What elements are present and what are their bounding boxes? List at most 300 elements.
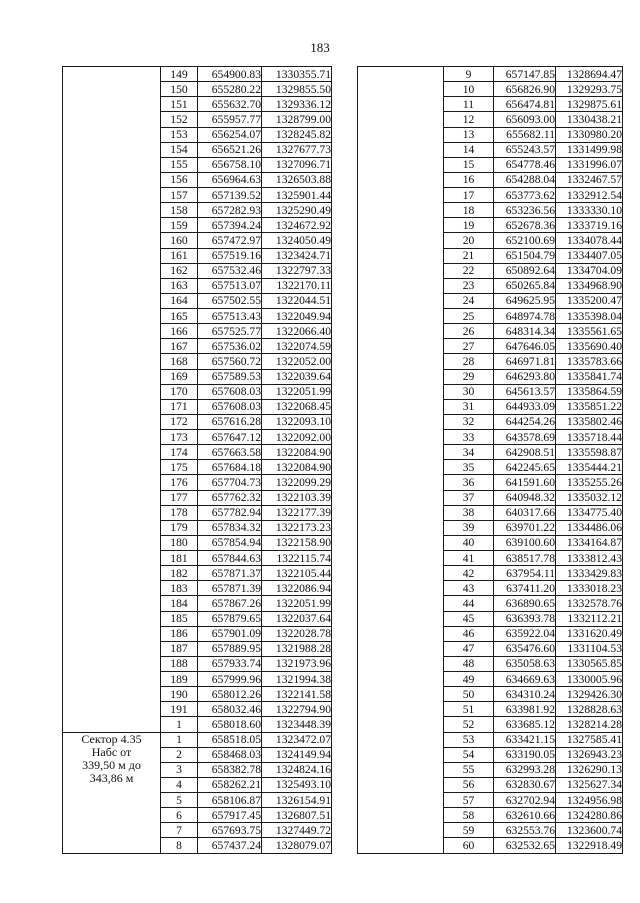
x-coordinate: 632830.67: [494, 777, 556, 792]
y-coordinate: 1328214.28: [556, 717, 623, 732]
x-coordinate: 657844.63: [198, 551, 262, 566]
point-number: 8: [161, 838, 198, 853]
x-coordinate: 656758.10: [198, 157, 262, 172]
point-number: 2: [161, 747, 198, 762]
x-coordinate: 657472.97: [198, 233, 262, 248]
y-coordinate: 1328694.47: [556, 67, 623, 82]
x-coordinate: 632553.76: [494, 823, 556, 838]
point-number: 175: [161, 460, 198, 475]
point-number: 59: [444, 823, 494, 838]
y-coordinate: 1333812.43: [556, 551, 623, 566]
y-coordinate: 1329336.12: [262, 97, 332, 112]
x-coordinate: 636393.78: [494, 611, 556, 626]
right-coordinates-table: [357, 66, 623, 854]
table-row: [63, 732, 332, 747]
y-coordinate: 1331620.49: [556, 626, 623, 641]
y-coordinate: 1322051.99: [262, 596, 332, 611]
point-number: 56: [444, 777, 494, 792]
x-coordinate: 657139.52: [198, 188, 262, 203]
y-coordinate: 1329293.75: [556, 82, 623, 97]
x-coordinate: 639701.22: [494, 520, 556, 535]
empty-sector-cell: [358, 67, 444, 854]
sector-label-line: 339,50 м до: [82, 757, 141, 772]
y-coordinate: 1326290.13: [556, 762, 623, 777]
y-coordinate: 1321973.96: [262, 656, 332, 671]
x-coordinate: 656826.90: [494, 82, 556, 97]
point-number: 33: [444, 430, 494, 445]
point-number: 160: [161, 233, 198, 248]
y-coordinate: 1325901.44: [262, 188, 332, 203]
y-coordinate: 1322141.58: [262, 687, 332, 702]
point-number: 36: [444, 475, 494, 490]
x-coordinate: 656964.63: [198, 172, 262, 187]
x-coordinate: 657532.46: [198, 263, 262, 278]
y-coordinate: 1322099.29: [262, 475, 332, 490]
x-coordinate: 657762.32: [198, 490, 262, 505]
y-coordinate: 1331996.07: [556, 157, 623, 172]
point-number: 166: [161, 324, 198, 339]
x-coordinate: 658032.46: [198, 702, 262, 717]
x-coordinate: 657854.94: [198, 535, 262, 550]
x-coordinate: 655957.77: [198, 112, 262, 127]
point-number: 54: [444, 747, 494, 762]
y-coordinate: 1329875.61: [556, 97, 623, 112]
x-coordinate: 641591.60: [494, 475, 556, 490]
point-number: 23: [444, 278, 494, 293]
x-coordinate: 654778.46: [494, 157, 556, 172]
x-coordinate: 637411.20: [494, 581, 556, 596]
y-coordinate: 1322074.59: [262, 339, 332, 354]
point-number: 152: [161, 112, 198, 127]
y-coordinate: 1332112.21: [556, 611, 623, 626]
y-coordinate: 1334486.06: [556, 520, 623, 535]
point-number: 5: [161, 793, 198, 808]
point-number: 164: [161, 293, 198, 308]
point-number: 155: [161, 157, 198, 172]
y-coordinate: 1334164.87: [556, 535, 623, 550]
point-number: 158: [161, 203, 198, 218]
point-number: 28: [444, 354, 494, 369]
x-coordinate: 637954.11: [494, 566, 556, 581]
point-number: 150: [161, 82, 198, 97]
y-coordinate: 1330438.21: [556, 112, 623, 127]
y-coordinate: 1335200.47: [556, 293, 623, 308]
y-coordinate: 1335598.87: [556, 445, 623, 460]
point-number: 19: [444, 218, 494, 233]
point-number: 170: [161, 384, 198, 399]
x-coordinate: 655632.70: [198, 97, 262, 112]
point-number: 25: [444, 309, 494, 324]
y-coordinate: 1322103.39: [262, 490, 332, 505]
point-number: 189: [161, 672, 198, 687]
x-coordinate: 634669.63: [494, 672, 556, 687]
point-number: 4: [161, 777, 198, 792]
point-number: 185: [161, 611, 198, 626]
y-coordinate: 1322918.49: [556, 838, 623, 853]
y-coordinate: 1322794.90: [262, 702, 332, 717]
point-number: 9: [444, 67, 494, 82]
point-number: 186: [161, 626, 198, 641]
x-coordinate: 652100.69: [494, 233, 556, 248]
y-coordinate: 1321988.28: [262, 641, 332, 656]
y-coordinate: 1333018.23: [556, 581, 623, 596]
y-coordinate: 1335802.46: [556, 414, 623, 429]
y-coordinate: 1335851.22: [556, 399, 623, 414]
y-coordinate: 1335561.65: [556, 324, 623, 339]
point-number: 151: [161, 97, 198, 112]
x-coordinate: 657834.32: [198, 520, 262, 535]
x-coordinate: 657867.26: [198, 596, 262, 611]
y-coordinate: 1324672.92: [262, 218, 332, 233]
y-coordinate: 1322084.90: [262, 445, 332, 460]
y-coordinate: 1334407.05: [556, 248, 623, 263]
point-number: 35: [444, 460, 494, 475]
x-coordinate: 657889.95: [198, 641, 262, 656]
point-number: 60: [444, 838, 494, 853]
x-coordinate: 653773.62: [494, 188, 556, 203]
x-coordinate: 657502.55: [198, 293, 262, 308]
point-number: 41: [444, 551, 494, 566]
x-coordinate: 658012.26: [198, 687, 262, 702]
point-number: 22: [444, 263, 494, 278]
point-number: 15: [444, 157, 494, 172]
x-coordinate: 656093.00: [494, 112, 556, 127]
point-number: 6: [161, 808, 198, 823]
point-number: 45: [444, 611, 494, 626]
x-coordinate: 651504.79: [494, 248, 556, 263]
x-coordinate: 657663.58: [198, 445, 262, 460]
point-number: 182: [161, 566, 198, 581]
point-number: 43: [444, 581, 494, 596]
x-coordinate: 657616.28: [198, 414, 262, 429]
y-coordinate: 1335690.40: [556, 339, 623, 354]
x-coordinate: 633685.12: [494, 717, 556, 732]
y-coordinate: 1322051.99: [262, 384, 332, 399]
point-number: 177: [161, 490, 198, 505]
x-coordinate: 657704.73: [198, 475, 262, 490]
point-number: 14: [444, 142, 494, 157]
y-coordinate: 1335783.66: [556, 354, 623, 369]
point-number: 159: [161, 218, 198, 233]
point-number: 16: [444, 172, 494, 187]
x-coordinate: 655682.11: [494, 127, 556, 142]
y-coordinate: 1322115.74: [262, 551, 332, 566]
y-coordinate: 1323448.39: [262, 717, 332, 732]
y-coordinate: 1333719.16: [556, 218, 623, 233]
x-coordinate: 650265.84: [494, 278, 556, 293]
point-number: 180: [161, 535, 198, 550]
y-coordinate: 1322173.23: [262, 520, 332, 535]
x-coordinate: 634310.24: [494, 687, 556, 702]
x-coordinate: 632532.65: [494, 838, 556, 853]
point-number: 173: [161, 430, 198, 445]
x-coordinate: 639100.60: [494, 535, 556, 550]
x-coordinate: 632702.94: [494, 793, 556, 808]
y-coordinate: 1330355.71: [262, 67, 332, 82]
y-coordinate: 1322092.00: [262, 430, 332, 445]
x-coordinate: 646971.81: [494, 354, 556, 369]
point-number: 57: [444, 793, 494, 808]
x-coordinate: 657917.45: [198, 808, 262, 823]
point-number: 20: [444, 233, 494, 248]
point-number: 29: [444, 369, 494, 384]
point-number: 149: [161, 67, 198, 82]
y-coordinate: 1322039.64: [262, 369, 332, 384]
x-coordinate: 655243.57: [494, 142, 556, 157]
point-number: 187: [161, 641, 198, 656]
point-number: 184: [161, 596, 198, 611]
y-coordinate: 1327585.41: [556, 732, 623, 747]
table-row: [358, 67, 623, 82]
x-coordinate: 654900.83: [198, 67, 262, 82]
y-coordinate: 1322093.10: [262, 414, 332, 429]
x-coordinate: 644933.09: [494, 399, 556, 414]
y-coordinate: 1331104.53: [556, 641, 623, 656]
y-coordinate: 1332467.57: [556, 172, 623, 187]
x-coordinate: 635922.04: [494, 626, 556, 641]
x-coordinate: 657647.12: [198, 430, 262, 445]
x-coordinate: 657693.75: [198, 823, 262, 838]
point-number: 40: [444, 535, 494, 550]
y-coordinate: 1334775.40: [556, 505, 623, 520]
y-coordinate: 1335255.26: [556, 475, 623, 490]
sector-label-line: Сектор 4.35: [81, 732, 142, 746]
x-coordinate: 656521.26: [198, 142, 262, 157]
x-coordinate: 657513.07: [198, 278, 262, 293]
point-number: 171: [161, 399, 198, 414]
point-number: 161: [161, 248, 198, 263]
x-coordinate: 632993.28: [494, 762, 556, 777]
point-number: 178: [161, 505, 198, 520]
y-coordinate: 1328245.82: [262, 127, 332, 142]
x-coordinate: 658468.03: [198, 747, 262, 762]
x-coordinate: 658018.60: [198, 717, 262, 732]
point-number: 11: [444, 97, 494, 112]
y-coordinate: 1322170.11: [262, 278, 332, 293]
y-coordinate: 1322086.94: [262, 581, 332, 596]
x-coordinate: 643578.69: [494, 430, 556, 445]
point-number: 50: [444, 687, 494, 702]
y-coordinate: 1322049.94: [262, 309, 332, 324]
y-coordinate: 1333429.83: [556, 566, 623, 581]
y-coordinate: 1326154.91: [262, 793, 332, 808]
point-number: 1: [161, 717, 198, 732]
x-coordinate: 657999.96: [198, 672, 262, 687]
point-number: 172: [161, 414, 198, 429]
point-number: 24: [444, 293, 494, 308]
point-number: 48: [444, 656, 494, 671]
x-coordinate: 657589.53: [198, 369, 262, 384]
y-coordinate: 1335718.44: [556, 430, 623, 445]
x-coordinate: 657147.85: [494, 67, 556, 82]
x-coordinate: 655280.22: [198, 82, 262, 97]
point-number: 188: [161, 656, 198, 671]
y-coordinate: 1323472.07: [262, 732, 332, 747]
empty-sector-cell: [63, 67, 161, 733]
x-coordinate: 657525.77: [198, 324, 262, 339]
x-coordinate: 654288.04: [494, 172, 556, 187]
x-coordinate: 642908.51: [494, 445, 556, 460]
point-number: 153: [161, 127, 198, 142]
x-coordinate: 658382.78: [198, 762, 262, 777]
y-coordinate: 1330565.85: [556, 656, 623, 671]
y-coordinate: 1322052.00: [262, 354, 332, 369]
x-coordinate: 638517.78: [494, 551, 556, 566]
point-number: 183: [161, 581, 198, 596]
point-number: 17: [444, 188, 494, 203]
point-number: 32: [444, 414, 494, 429]
y-coordinate: 1332578.76: [556, 596, 623, 611]
point-number: 53: [444, 732, 494, 747]
y-coordinate: 1326943.23: [556, 747, 623, 762]
y-coordinate: 1322028.78: [262, 626, 332, 641]
x-coordinate: 657933.74: [198, 656, 262, 671]
x-coordinate: 656474.81: [494, 97, 556, 112]
y-coordinate: 1327677.73: [262, 142, 332, 157]
x-coordinate: 657536.02: [198, 339, 262, 354]
x-coordinate: 657871.37: [198, 566, 262, 581]
x-coordinate: 633190.05: [494, 747, 556, 762]
x-coordinate: 657879.65: [198, 611, 262, 626]
y-coordinate: 1330005.96: [556, 672, 623, 687]
point-number: 3: [161, 762, 198, 777]
point-number: 52: [444, 717, 494, 732]
y-coordinate: 1322177.39: [262, 505, 332, 520]
point-number: 13: [444, 127, 494, 142]
point-number: 176: [161, 475, 198, 490]
point-number: 179: [161, 520, 198, 535]
x-coordinate: 633421.15: [494, 732, 556, 747]
point-number: 190: [161, 687, 198, 702]
x-coordinate: 636890.65: [494, 596, 556, 611]
x-coordinate: 657519.16: [198, 248, 262, 263]
point-number: 27: [444, 339, 494, 354]
point-number: 7: [161, 823, 198, 838]
point-number: 10: [444, 82, 494, 97]
y-coordinate: 1329426.30: [556, 687, 623, 702]
x-coordinate: 658518.05: [198, 732, 262, 747]
point-number: 162: [161, 263, 198, 278]
x-coordinate: 632610.66: [494, 808, 556, 823]
point-number: 18: [444, 203, 494, 218]
point-number: 1: [161, 732, 198, 747]
x-coordinate: 649625.95: [494, 293, 556, 308]
y-coordinate: 1322797.33: [262, 263, 332, 278]
y-coordinate: 1322068.45: [262, 399, 332, 414]
x-coordinate: 658262.21: [198, 777, 262, 792]
x-coordinate: 644254.26: [494, 414, 556, 429]
y-coordinate: 1326807.51: [262, 808, 332, 823]
point-number: 163: [161, 278, 198, 293]
y-coordinate: 1335864.59: [556, 384, 623, 399]
point-number: 21: [444, 248, 494, 263]
x-coordinate: 650892.64: [494, 263, 556, 278]
sector-label-line: 343,86 м: [89, 770, 134, 785]
y-coordinate: 1326503.88: [262, 172, 332, 187]
point-number: 156: [161, 172, 198, 187]
x-coordinate: 640948.32: [494, 490, 556, 505]
point-number: 169: [161, 369, 198, 384]
table-row: [63, 67, 332, 82]
point-number: 165: [161, 309, 198, 324]
point-number: 168: [161, 354, 198, 369]
x-coordinate: 657394.24: [198, 218, 262, 233]
point-number: 191: [161, 702, 198, 717]
y-coordinate: 1334968.90: [556, 278, 623, 293]
y-coordinate: 1332912.54: [556, 188, 623, 203]
y-coordinate: 1329855.50: [262, 82, 332, 97]
x-coordinate: 657871.39: [198, 581, 262, 596]
x-coordinate: 647646.05: [494, 339, 556, 354]
y-coordinate: 1325290.49: [262, 203, 332, 218]
left-coordinates-table: [62, 66, 332, 854]
y-coordinate: 1328079.07: [262, 838, 332, 853]
point-number: 157: [161, 188, 198, 203]
y-coordinate: 1322105.44: [262, 566, 332, 581]
point-number: 174: [161, 445, 198, 460]
y-coordinate: 1335444.21: [556, 460, 623, 475]
point-number: 167: [161, 339, 198, 354]
point-number: 31: [444, 399, 494, 414]
y-coordinate: 1334078.44: [556, 233, 623, 248]
y-coordinate: 1324149.94: [262, 747, 332, 762]
y-coordinate: 1324824.16: [262, 762, 332, 777]
point-number: 38: [444, 505, 494, 520]
y-coordinate: 1322084.90: [262, 460, 332, 475]
y-coordinate: 1321994.38: [262, 672, 332, 687]
y-coordinate: 1324050.49: [262, 233, 332, 248]
point-number: 37: [444, 490, 494, 505]
x-coordinate: 640317.66: [494, 505, 556, 520]
point-number: 154: [161, 142, 198, 157]
point-number: 55: [444, 762, 494, 777]
x-coordinate: 657437.24: [198, 838, 262, 853]
y-coordinate: 1322066.40: [262, 324, 332, 339]
point-number: 34: [444, 445, 494, 460]
point-number: 46: [444, 626, 494, 641]
y-coordinate: 1327449.72: [262, 823, 332, 838]
x-coordinate: 652678.36: [494, 218, 556, 233]
sector-label-cell: [63, 732, 161, 853]
y-coordinate: 1322158.90: [262, 535, 332, 550]
point-number: 42: [444, 566, 494, 581]
point-number: 51: [444, 702, 494, 717]
point-number: 49: [444, 672, 494, 687]
point-number: 181: [161, 551, 198, 566]
x-coordinate: 657282.93: [198, 203, 262, 218]
x-coordinate: 658106.87: [198, 793, 262, 808]
x-coordinate: 633981.92: [494, 702, 556, 717]
x-coordinate: 642245.65: [494, 460, 556, 475]
sector-label-line: Набс от: [91, 744, 132, 759]
y-coordinate: 1325627.34: [556, 777, 623, 792]
y-coordinate: 1327096.71: [262, 157, 332, 172]
point-number: 47: [444, 641, 494, 656]
x-coordinate: 646293.80: [494, 369, 556, 384]
y-coordinate: 1325493.10: [262, 777, 332, 792]
y-coordinate: 1333330.10: [556, 203, 623, 218]
point-number: 44: [444, 596, 494, 611]
point-number: 58: [444, 808, 494, 823]
x-coordinate: 635476.60: [494, 641, 556, 656]
y-coordinate: 1323600.74: [556, 823, 623, 838]
y-coordinate: 1328828.63: [556, 702, 623, 717]
x-coordinate: 653236.56: [494, 203, 556, 218]
x-coordinate: 657608.03: [198, 384, 262, 399]
y-coordinate: 1324956.98: [556, 793, 623, 808]
x-coordinate: 657782.94: [198, 505, 262, 520]
x-coordinate: 656254.07: [198, 127, 262, 142]
